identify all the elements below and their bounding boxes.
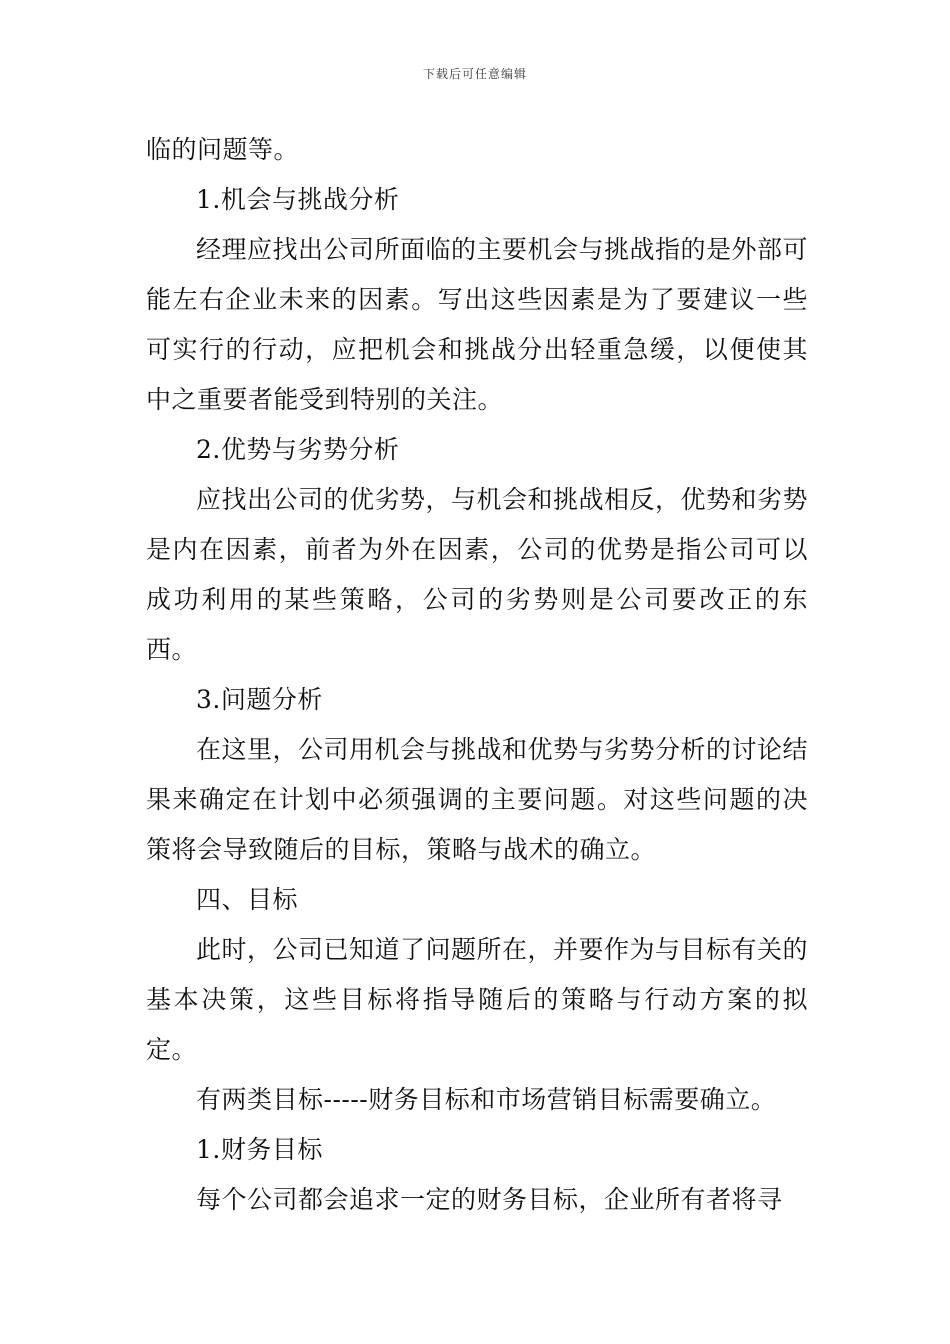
- paragraph: 经理应找出公司所面临的主要机会与挑战指的是外部可能左右企业未来的因素。写出这些因素是为了要建议一些可实行的行动，应把机会和挑战分出轻重急缓，以便使其中之重要者能受到特别的关注。: [146, 235, 809, 414]
- paragraph: 临的问题等。: [146, 135, 300, 164]
- section-heading: 1.财务目标: [196, 1135, 323, 1164]
- document-body: [146, 125, 808, 1225]
- paragraph: 每个公司都会追求一定的财务目标，企业所有者将寻: [196, 1185, 783, 1214]
- paragraph: 此时，公司已知道了问题所在，并要作为与目标有关的基本决策，这些目标将指导随后的策略与行动方案的拟定。: [146, 935, 809, 1064]
- section-heading: 四、目标: [196, 885, 299, 914]
- section-heading: 2.优势与劣势分析: [196, 435, 400, 464]
- section-heading: 1.机会与挑战分析: [196, 185, 400, 214]
- section-heading: 3.问题分析: [196, 685, 323, 714]
- paragraph: 有两类目标-----财务目标和市场营销目标需要确立。: [196, 1085, 777, 1114]
- page-header: 下载后可任意编辑: [422, 67, 527, 81]
- paragraph: 在这里，公司用机会与挑战和优势与劣势分析的讨论结果来确定在计划中必须强调的主要问题。对这些问题的决策将会导致随后的目标，策略与战术的确立。: [146, 735, 809, 864]
- paragraph: 应找出公司的优劣势，与机会和挑战相反，优势和劣势是内在因素，前者为外在因素，公司的优势是指公司可以成功利用的某些策略，公司的劣势则是公司要改正的东西。: [146, 485, 809, 664]
